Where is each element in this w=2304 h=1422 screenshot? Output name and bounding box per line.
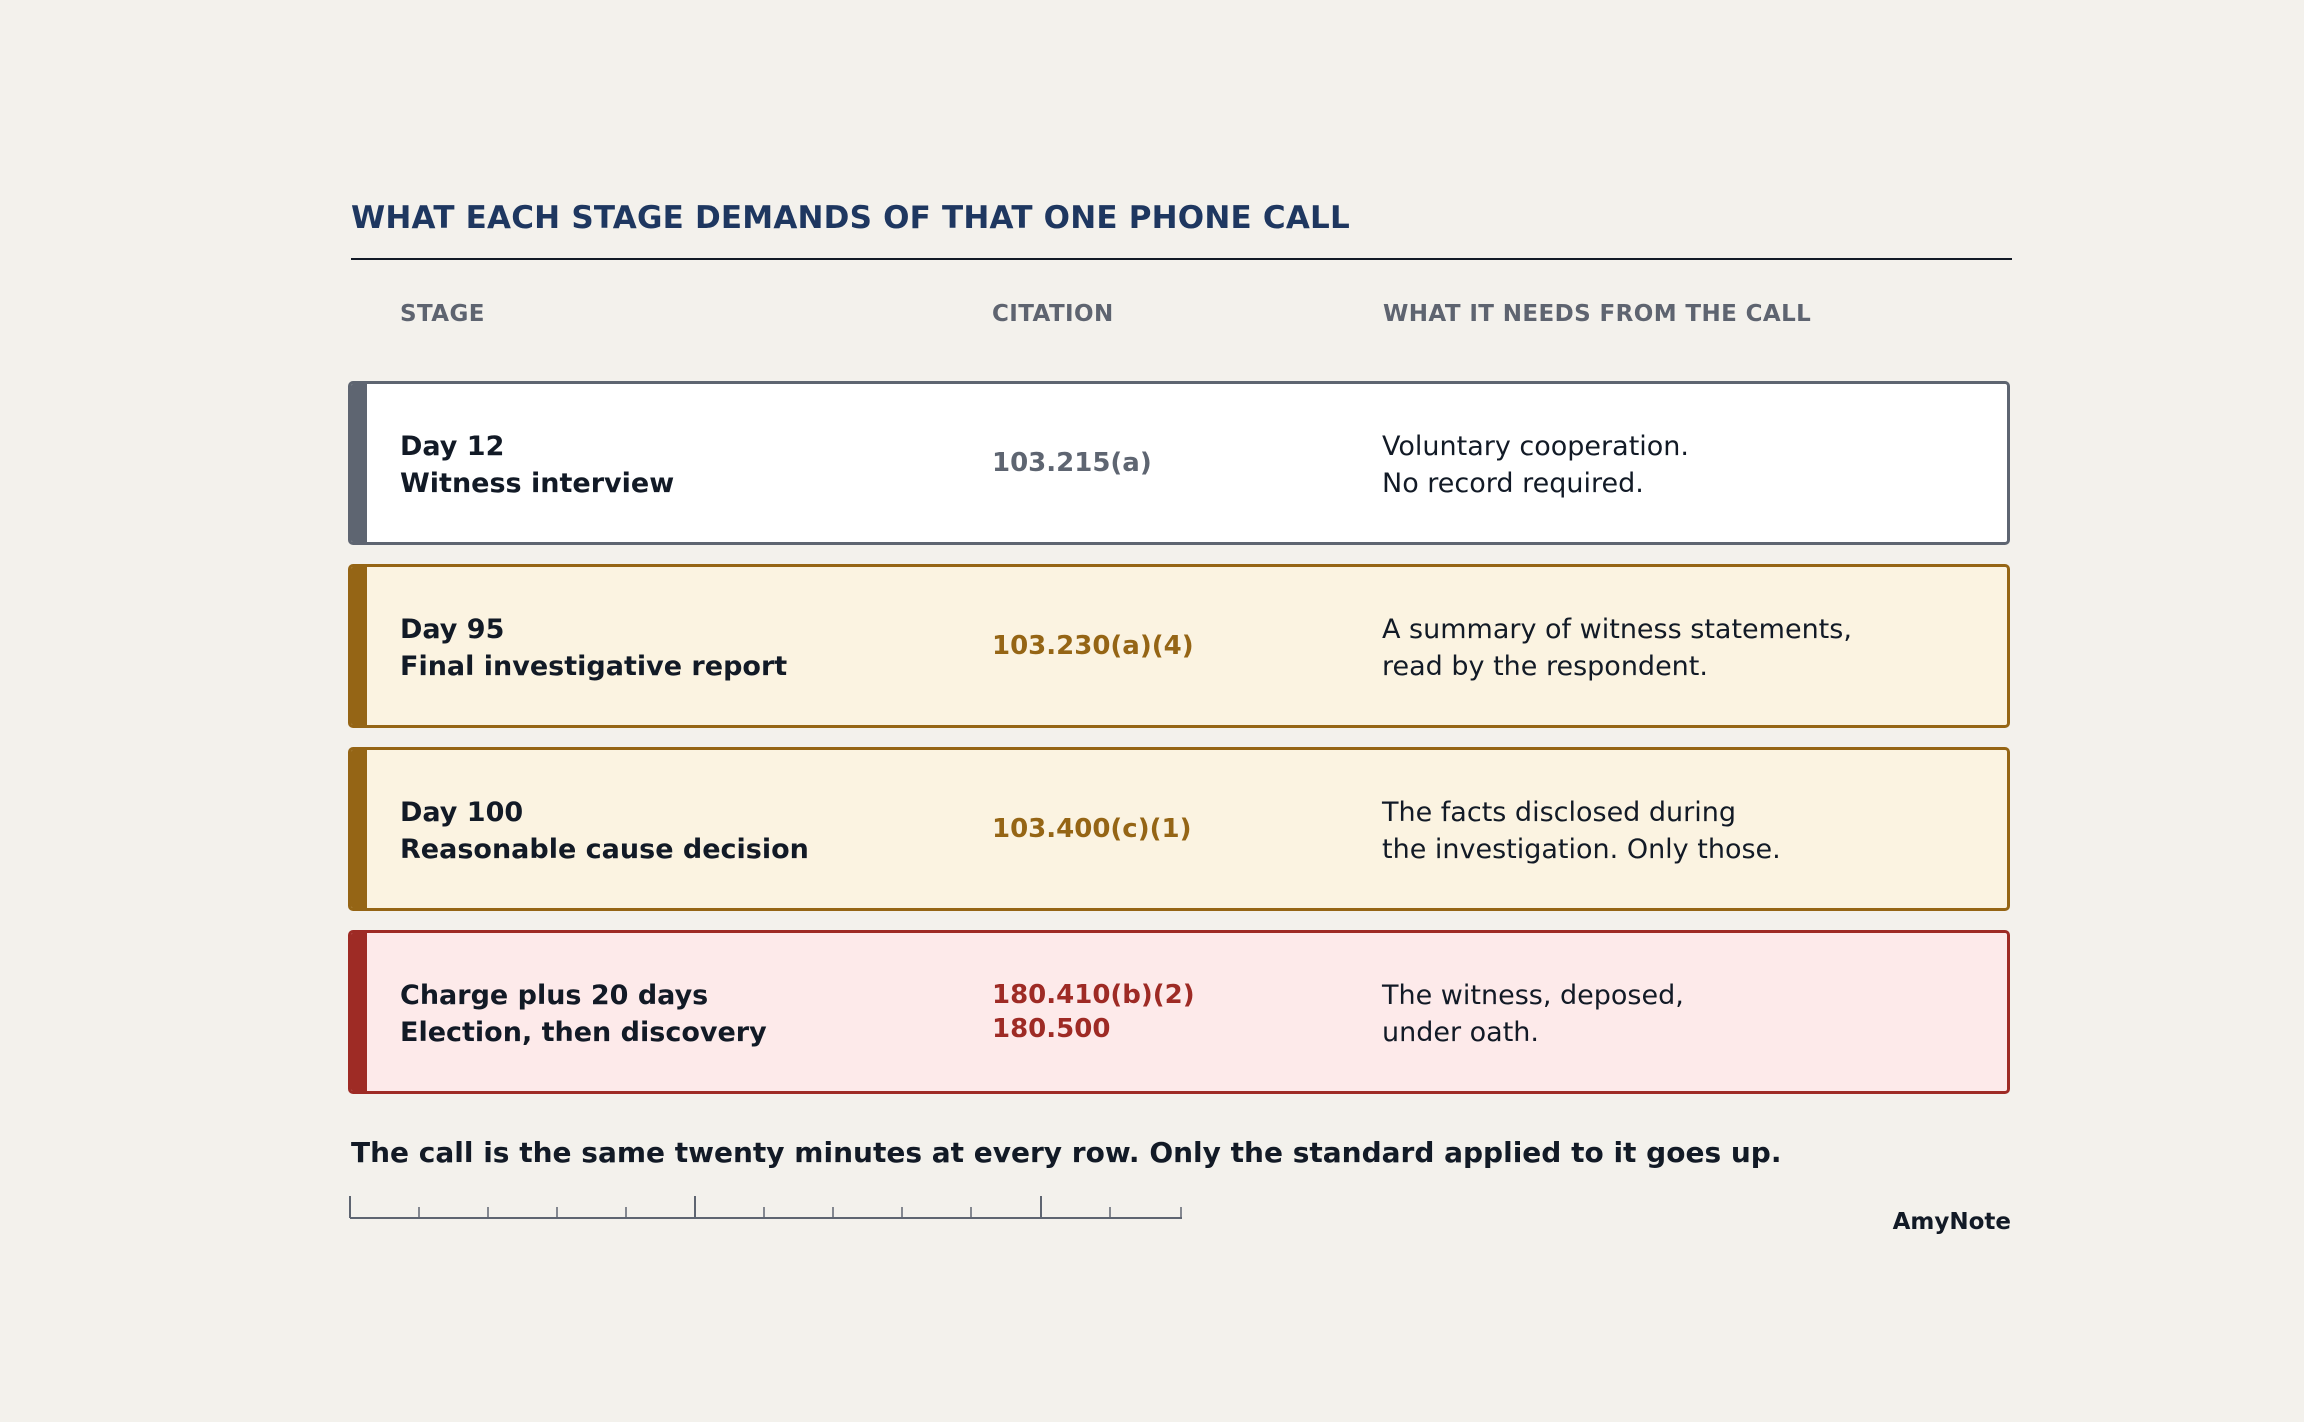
row-accent-bar <box>351 933 367 1091</box>
stage-cell <box>400 611 787 685</box>
needs-line: under oath. <box>1382 1017 1540 1048</box>
needs-cell <box>1382 794 1781 868</box>
needs-line: The witness, deposed, <box>1382 980 1684 1011</box>
column-header-needs: WHAT IT NEEDS FROM THE CALL <box>1383 301 1812 327</box>
row-accent-bar <box>351 750 367 908</box>
row-accent-bar <box>351 567 367 725</box>
needs-line: the investigation. Only those. <box>1382 834 1781 865</box>
title-divider <box>351 258 2012 260</box>
citation-text: 103.215(a) <box>992 448 1152 478</box>
citation-cell <box>992 812 1191 846</box>
citation-cell <box>992 978 1195 1046</box>
stage-row-day-12 <box>348 381 2010 545</box>
page-title: WHAT EACH STAGE DEMANDS OF THAT ONE PHONE CALL <box>351 200 1350 236</box>
stage-name: Witness interview <box>400 468 675 499</box>
decorative-ruler <box>349 1192 1185 1222</box>
stage-day: Charge plus 20 days <box>400 980 709 1011</box>
column-header-citation: CITATION <box>992 301 1114 327</box>
stage-name: Election, then discovery <box>400 1017 767 1048</box>
stage-day: Day 95 <box>400 614 505 645</box>
needs-cell <box>1382 611 1852 685</box>
needs-line: read by the respondent. <box>1382 651 1708 682</box>
stage-day: Day 100 <box>400 797 524 828</box>
stage-row-day-95 <box>348 564 2010 728</box>
citation-cell <box>992 629 1194 663</box>
stage-cell <box>400 977 767 1051</box>
needs-line: No record required. <box>1382 468 1644 499</box>
column-header-stage: STAGE <box>400 301 485 327</box>
stage-day: Day 12 <box>400 431 505 462</box>
stage-cell <box>400 428 674 502</box>
needs-line: A summary of witness statements, <box>1382 614 1852 645</box>
stage-name: Reasonable cause decision <box>400 834 809 865</box>
footer-note: The call is the same twenty minutes at every row. Only the standard applied to it goes up. <box>351 1136 1782 1169</box>
stage-row-day-100 <box>348 747 2010 911</box>
citation-text: 180.410(b)(2) <box>992 980 1195 1010</box>
needs-cell <box>1382 977 1684 1051</box>
needs-line: Voluntary cooperation. <box>1382 431 1689 462</box>
stage-name: Final investigative report <box>400 651 788 682</box>
stage-row-charge-plus-20 <box>348 930 2010 1094</box>
citation-text: 103.400(c)(1) <box>992 814 1192 844</box>
citation-text: 180.500 <box>992 1014 1111 1044</box>
row-accent-bar <box>351 384 367 542</box>
citation-text: 103.230(a)(4) <box>992 631 1194 661</box>
stage-cell <box>400 794 809 868</box>
citation-cell <box>992 446 1152 480</box>
needs-line: The facts disclosed during <box>1382 797 1737 828</box>
brand-logo-text: AmyNote <box>1892 1209 2011 1235</box>
needs-cell <box>1382 428 1689 502</box>
